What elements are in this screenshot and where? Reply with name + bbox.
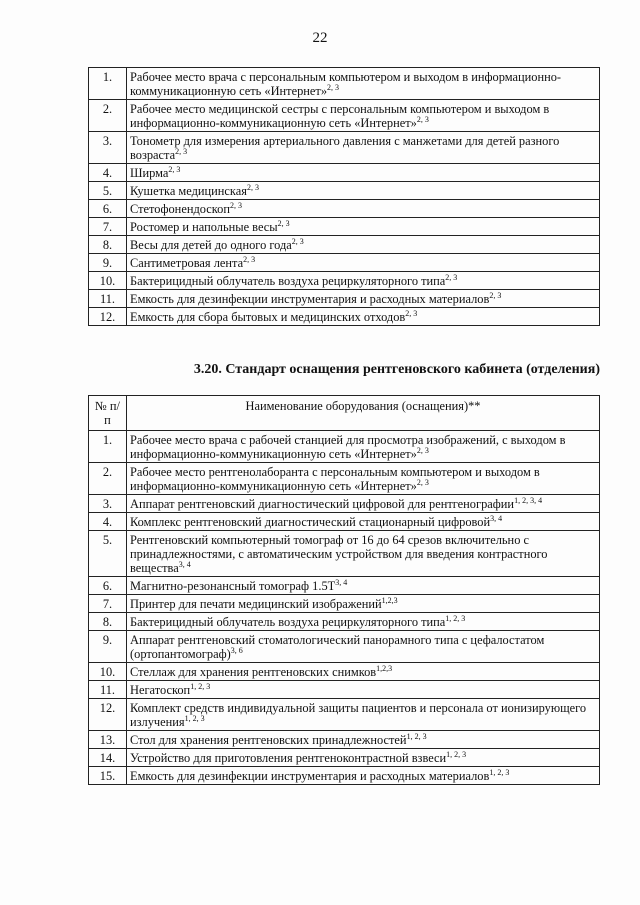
equipment-name-cell	[127, 308, 600, 326]
table-header-row	[89, 396, 600, 431]
equipment-name: Комплекс рентгеновский диагностический стационарный цифровой	[130, 515, 491, 529]
equipment-name-cell	[127, 631, 600, 663]
row-number: 7.	[89, 218, 127, 236]
row-number: 12.	[89, 699, 127, 731]
footnote-ref: 2, 3	[229, 200, 242, 210]
footnote-ref: 1,2,3	[381, 595, 398, 605]
table-row	[89, 463, 600, 495]
table-row	[89, 495, 600, 513]
equipment-name-cell	[127, 495, 600, 513]
equipment-name: Стетофонендоскоп	[130, 202, 230, 216]
equipment-name-cell	[127, 731, 600, 749]
table-row	[89, 200, 600, 218]
equipment-name-cell	[127, 531, 600, 577]
footnote-ref: 2, 3	[489, 290, 502, 300]
equipment-name: Ширма	[130, 166, 169, 180]
footnote-ref: 1, 2, 3	[190, 681, 211, 691]
footnote-ref: 2, 3	[327, 82, 340, 92]
table-row	[89, 272, 600, 290]
row-number: 10.	[89, 272, 127, 290]
row-number: 13.	[89, 731, 127, 749]
equipment-name-cell	[127, 767, 600, 785]
equipment-name: Магнитно-резонансный томограф 1.5Т	[130, 579, 336, 593]
equipment-name: Стол для хранения рентгеновских принадлежностей	[130, 733, 407, 747]
table-row	[89, 731, 600, 749]
equipment-name: Емкость для дезинфекции инструментария и расходных материалов	[130, 769, 490, 783]
table-row	[89, 182, 600, 200]
equipment-name-cell	[127, 236, 600, 254]
equipment-name: Емкость для сбора бытовых и медицинских отходов	[130, 310, 406, 324]
equipment-name: Рабочее место врача с рабочей станцией для просмотра изображений, с выходом в информационно-коммуникационную сеть «Интернет»	[130, 433, 566, 461]
row-number: 11.	[89, 681, 127, 699]
footnote-ref: 2, 3	[168, 164, 181, 174]
table-row	[89, 681, 600, 699]
row-number: 3.	[89, 132, 127, 164]
footnote-ref: 2, 3	[445, 272, 458, 282]
equipment-name-cell	[127, 431, 600, 463]
row-number: 9.	[89, 631, 127, 663]
table-row	[89, 699, 600, 731]
equipment-name-cell	[127, 699, 600, 731]
equipment-name-cell	[127, 681, 600, 699]
equipment-name-cell	[127, 663, 600, 681]
table-row	[89, 132, 600, 164]
footnote-ref: 2, 3	[277, 218, 290, 228]
row-number: 2.	[89, 463, 127, 495]
equipment-name: Комплект средств индивидуальной защиты пациентов и персонала от ионизирующего излучения	[130, 701, 587, 729]
equipment-name: Сантиметровая лента	[130, 256, 244, 270]
equipment-name-cell	[127, 749, 600, 767]
equipment-name: Рабочее место врача с персональным компьютером и выходом в информационно-коммуникационную сеть «Интернет»	[130, 70, 562, 98]
row-number: 1.	[89, 431, 127, 463]
footnote-ref: 2, 3	[416, 477, 429, 487]
equipment-table-1	[88, 67, 600, 326]
equipment-name-cell	[127, 290, 600, 308]
equipment-name-cell	[127, 613, 600, 631]
equipment-name: Аппарат рентгеновский диагностический цифровой для рентгенографии	[130, 497, 515, 511]
table-row	[89, 100, 600, 132]
footnote-ref: 1, 2, 3	[489, 767, 510, 777]
table-row	[89, 431, 600, 463]
row-number: 4.	[89, 513, 127, 531]
equipment-name: Емкость для дезинфекции инструментария и расходных материалов	[130, 292, 490, 306]
equipment-table-1-body	[89, 68, 600, 326]
table-row	[89, 236, 600, 254]
table-row	[89, 595, 600, 613]
equipment-name: Кушетка медицинская	[130, 184, 247, 198]
table-row	[89, 663, 600, 681]
page-number: 22	[312, 30, 328, 46]
equipment-name: Бактерицидный облучатель воздуха рециркуляторного типа	[130, 274, 446, 288]
equipment-name: Рентгеновский компьютерный томограф от 16 до 64 срезов включительно с принадлежностями, с автоматическим устройством для введения контрастного вещества	[130, 533, 548, 575]
equipment-name: Весы для детей до одного года	[130, 238, 292, 252]
table-row	[89, 767, 600, 785]
equipment-name-cell	[127, 182, 600, 200]
table-row	[89, 531, 600, 577]
footnote-ref: 1, 2, 3	[406, 731, 427, 741]
row-number: 5.	[89, 182, 127, 200]
equipment-name-cell	[127, 254, 600, 272]
footnote-ref: 1, 2, 3	[184, 713, 205, 723]
row-number: 14.	[89, 749, 127, 767]
row-number: 7.	[89, 595, 127, 613]
header-name: Наименование оборудования (оснащения)**	[127, 396, 600, 431]
equipment-name: Негатоскоп	[130, 683, 191, 697]
header-num: № п/п	[89, 396, 127, 431]
equipment-name-cell	[127, 164, 600, 182]
equipment-name-cell	[127, 595, 600, 613]
equipment-table-2	[88, 395, 600, 785]
footnote-ref: 3, 4	[490, 513, 503, 523]
equipment-name: Тонометр для измерения артериального давления с манжетами для детей разного возраста	[130, 134, 560, 162]
row-number: 2.	[89, 100, 127, 132]
row-number: 1.	[89, 68, 127, 100]
table-row	[89, 218, 600, 236]
table-row	[89, 308, 600, 326]
equipment-name-cell	[127, 463, 600, 495]
footnote-ref: 1,2,3	[376, 663, 393, 673]
row-number: 9.	[89, 254, 127, 272]
footnote-ref: 2, 3	[246, 182, 259, 192]
equipment-name-cell	[127, 200, 600, 218]
equipment-name-cell	[127, 513, 600, 531]
table-row	[89, 631, 600, 663]
row-number: 6.	[89, 577, 127, 595]
table-row	[89, 613, 600, 631]
footnote-ref: 1, 2, 3	[446, 749, 467, 759]
footnote-ref: 2, 3	[416, 114, 429, 124]
equipment-name: Принтер для печати медицинский изображений	[130, 597, 382, 611]
footnote-ref: 3, 4	[178, 559, 191, 569]
equipment-name-cell	[127, 100, 600, 132]
table-row	[89, 68, 600, 100]
equipment-name: Аппарат рентгеновский стоматологический панорамного типа с цефалостатом (ортопантомограф)	[130, 633, 545, 661]
row-number: 8.	[89, 236, 127, 254]
table-row	[89, 577, 600, 595]
equipment-name: Стеллаж для хранения рентгеновских снимков	[130, 665, 377, 679]
row-number: 5.	[89, 531, 127, 577]
row-number: 12.	[89, 308, 127, 326]
equipment-name: Бактерицидный облучатель воздуха рециркуляторного типа	[130, 615, 446, 629]
section-title: 3.20. Стандарт оснащения рентгеновского кабинета (отделения)	[193, 362, 600, 377]
table-row	[89, 164, 600, 182]
footnote-ref: 2, 3	[291, 236, 304, 246]
equipment-name: Рабочее место рентгенолаборанта с персональным компьютером и выходом в информационно-коммуникационную сеть «Интернет»	[130, 465, 540, 493]
equipment-name-cell	[127, 272, 600, 290]
footnote-ref: 1, 2, 3, 4	[514, 495, 543, 505]
table-row	[89, 749, 600, 767]
footnote-ref: 2, 3	[175, 146, 188, 156]
footnote-ref: 3, 4	[335, 577, 348, 587]
row-number: 3.	[89, 495, 127, 513]
row-number: 10.	[89, 663, 127, 681]
table-row	[89, 290, 600, 308]
row-number: 11.	[89, 290, 127, 308]
footnote-ref: 2, 3	[405, 308, 418, 318]
equipment-name-cell	[127, 68, 600, 100]
footnote-ref: 3, 6	[230, 645, 243, 655]
equipment-name: Устройство для приготовления рентгеноконтрастной взвеси	[130, 751, 447, 765]
row-number: 8.	[89, 613, 127, 631]
equipment-table-2-body	[89, 431, 600, 785]
table-row	[89, 254, 600, 272]
equipment-name: Ростомер и напольные весы	[130, 220, 278, 234]
equipment-name: Рабочее место медицинской сестры с персональным компьютером и выходом в информационно-коммуникационную сеть «Интернет»	[130, 102, 550, 130]
footnote-ref: 1, 2, 3	[445, 613, 466, 623]
equipment-name-cell	[127, 577, 600, 595]
row-number: 15.	[89, 767, 127, 785]
equipment-name-cell	[127, 218, 600, 236]
row-number: 6.	[89, 200, 127, 218]
row-number: 4.	[89, 164, 127, 182]
footnote-ref: 2, 3	[416, 445, 429, 455]
table-row	[89, 513, 600, 531]
equipment-name-cell	[127, 132, 600, 164]
footnote-ref: 2, 3	[243, 254, 256, 264]
